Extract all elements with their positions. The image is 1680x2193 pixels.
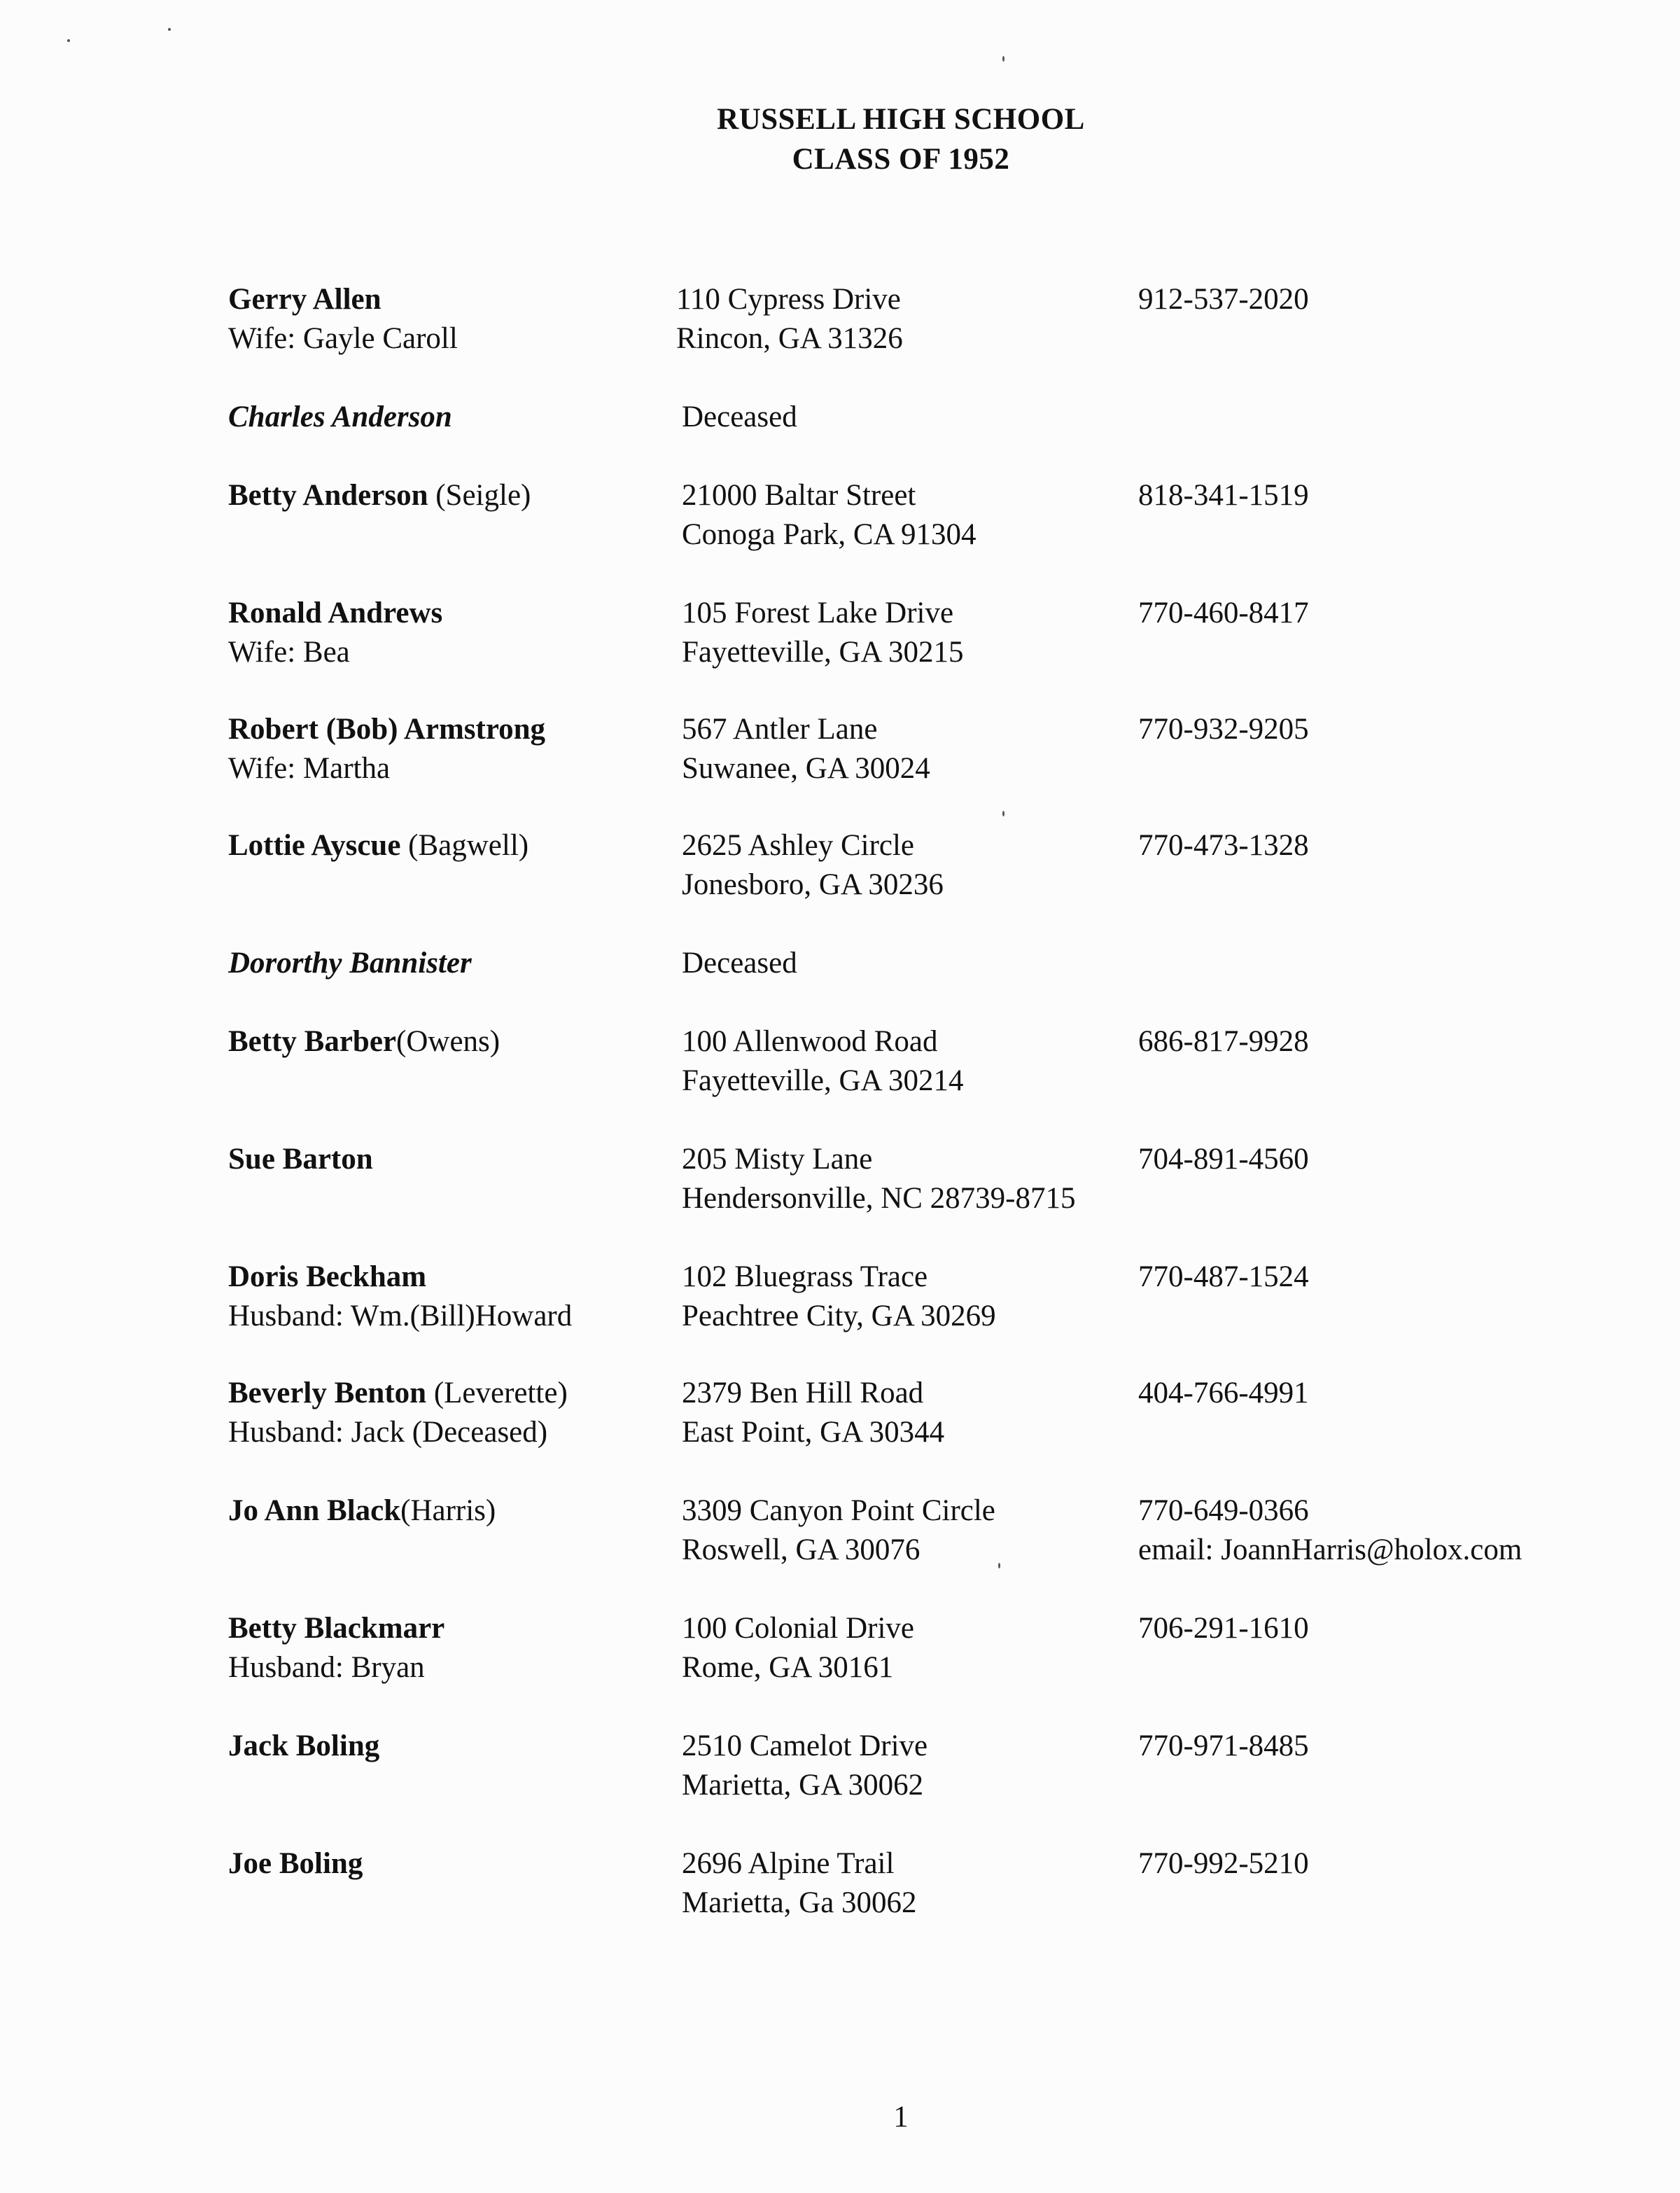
spouse-name: Wife: Gayle Caroll: [228, 322, 458, 355]
classmate-name: Betty Barber: [228, 1025, 397, 1058]
city-state-zip: Marietta, GA 30062: [682, 1769, 924, 1802]
phone-number: 818-341-1519: [1138, 479, 1309, 512]
classmate-name: Joe Boling: [228, 1847, 363, 1880]
address-column: [682, 1727, 927, 1805]
classmate-name: Doris Beckham: [228, 1260, 427, 1293]
address-column: [682, 594, 963, 672]
address-column: [682, 710, 930, 788]
classmate-name: Lottie Ayscue: [228, 829, 401, 862]
address-column: [682, 1022, 963, 1101]
classmate-name: Sue Barton: [228, 1143, 373, 1176]
phone-number: 770-460-8417: [1138, 597, 1309, 629]
phone-number: 706-291-1610: [1138, 1612, 1309, 1645]
scan-speck: [1002, 56, 1004, 62]
directory-entry: [0, 1609, 1680, 1693]
contact-column: [1138, 710, 1309, 749]
contact-column: [1138, 1140, 1309, 1179]
directory-entry: [0, 280, 1680, 364]
phone-number: 770-992-5210: [1138, 1847, 1309, 1880]
scan-speck: [67, 39, 70, 42]
name-line: [228, 1258, 572, 1297]
maiden-name: (Harris): [400, 1494, 496, 1527]
scan-speck: [998, 1563, 1000, 1568]
city-state-zip: Rincon, GA 31326: [676, 322, 903, 355]
street-address: 102 Bluegrass Trace: [682, 1260, 928, 1293]
name-column: [228, 398, 452, 437]
street-address: 105 Forest Lake Drive: [682, 597, 954, 629]
directory-entry: [0, 944, 1680, 1028]
street-address: 21000 Baltar Street: [682, 479, 916, 512]
directory-entry: [0, 710, 1680, 794]
street-address: 2696 Alpine Trail: [682, 1847, 895, 1880]
name-column: [228, 1727, 379, 1766]
city-state-zip: Fayetteville, GA 30214: [682, 1064, 964, 1097]
street-address: 205 Misty Lane: [682, 1143, 873, 1176]
phone-number: 404-766-4991: [1138, 1377, 1309, 1409]
spouse-name: Wife: Martha: [228, 752, 391, 785]
name-column: [228, 1258, 572, 1336]
spouse-name: Husband: Bryan: [228, 1651, 425, 1684]
street-address: 2510 Camelot Drive: [682, 1729, 928, 1762]
title-class: CLASS OF 1952: [792, 143, 1010, 176]
directory-entry: [0, 1140, 1680, 1224]
phone-number: 770-473-1328: [1138, 829, 1309, 862]
spouse-name: Wife: Bea: [228, 636, 350, 669]
scan-speck: [1002, 811, 1004, 816]
address-column: [682, 476, 976, 555]
city-state-zip: Suwanee, GA 30024: [682, 752, 930, 785]
address-column: [682, 826, 944, 905]
name-column: [228, 944, 472, 983]
name-column: [228, 280, 458, 358]
name-line: [228, 1844, 363, 1884]
phone-number: 704-891-4560: [1138, 1143, 1309, 1176]
name-line: [228, 594, 442, 633]
name-column: [228, 1140, 373, 1179]
name-line: [228, 1022, 500, 1061]
classmate-name: Beverly Benton: [228, 1377, 427, 1409]
classmate-name: Gerry Allen: [228, 283, 382, 316]
directory-entry: [0, 1491, 1680, 1575]
address-column: [682, 1491, 995, 1570]
document-title: [0, 99, 1680, 179]
street-address: 567 Antler Lane: [682, 713, 878, 746]
deceased-status: Deceased: [682, 947, 797, 980]
name-column: [228, 1374, 568, 1452]
contact-column: [1138, 1609, 1309, 1648]
city-state-zip: Hendersonville, NC 28739-8715: [682, 1182, 1076, 1215]
name-line: [228, 944, 472, 983]
maiden-name: (Owens): [396, 1025, 500, 1058]
street-address: 110 Cypress Drive: [676, 283, 901, 316]
address-column: [682, 1609, 914, 1687]
classmate-name: Dororthy Bannister: [228, 947, 472, 980]
directory-entry: [0, 1844, 1680, 1928]
contact-column: [1138, 476, 1309, 515]
spouse-name: Husband: Jack (Deceased): [228, 1416, 548, 1449]
name-column: [228, 1491, 496, 1531]
classmate-name: Betty Anderson: [228, 479, 428, 512]
deceased-status: Deceased: [682, 401, 797, 433]
classmate-name: Ronald Andrews: [228, 597, 443, 629]
classmate-name: Jack Boling: [228, 1729, 380, 1762]
contact-column: [1138, 1258, 1309, 1297]
directory-entry: [0, 398, 1680, 482]
street-address: 100 Allenwood Road: [682, 1025, 938, 1058]
name-line: [228, 280, 458, 319]
city-state-zip: Marietta, Ga 30062: [682, 1886, 917, 1919]
maiden-name: (Leverette): [426, 1377, 568, 1409]
title-school: RUSSELL HIGH SCHOOL: [717, 103, 1085, 136]
directory-entry: [0, 1374, 1680, 1458]
spouse-name: Husband: Wm.(Bill)Howard: [228, 1300, 573, 1332]
name-line: [228, 826, 528, 865]
classmate-name: Charles Anderson: [228, 401, 452, 433]
name-column: [228, 1022, 500, 1061]
scan-speck: [168, 28, 171, 31]
phone-number: 770-649-0366: [1138, 1494, 1309, 1527]
name-line: [228, 1491, 496, 1531]
email-address: email: JoannHarris@holox.com: [1138, 1533, 1522, 1566]
city-state-zip: Fayetteville, GA 30215: [682, 636, 964, 669]
name-line: [228, 1609, 444, 1648]
page-number: 1: [893, 2101, 909, 2133]
address-column: [682, 944, 797, 983]
phone-number: 770-971-8485: [1138, 1729, 1309, 1762]
name-column: [228, 476, 531, 515]
name-line: [228, 710, 545, 749]
maiden-name: (Seigle): [428, 479, 531, 512]
contact-column: [1138, 1022, 1309, 1061]
phone-number: 770-932-9205: [1138, 713, 1309, 746]
classmate-name: Jo Ann Black: [228, 1494, 401, 1527]
street-address: 2625 Ashley Circle: [682, 829, 915, 862]
street-address: 3309 Canyon Point Circle: [682, 1494, 995, 1527]
city-state-zip: Conoga Park, CA 91304: [682, 518, 976, 551]
name-column: [228, 1844, 363, 1884]
street-address: 100 Colonial Drive: [682, 1612, 915, 1645]
contact-column: [1138, 1727, 1309, 1766]
address-column: [682, 398, 797, 437]
directory-entry: [0, 1258, 1680, 1342]
name-line: [228, 1140, 373, 1179]
address-column: [682, 1140, 1076, 1218]
phone-number: 686-817-9928: [1138, 1025, 1309, 1058]
name-column: [228, 1609, 444, 1687]
contact-column: [1138, 1491, 1522, 1570]
classmate-name: Betty Blackmarr: [228, 1612, 445, 1645]
classmate-name: Robert (Bob) Armstrong: [228, 713, 546, 746]
contact-column: [1138, 1844, 1309, 1884]
city-state-zip: Rome, GA 30161: [682, 1651, 894, 1684]
directory-entry: [0, 1022, 1680, 1106]
city-state-zip: Roswell, GA 30076: [682, 1533, 920, 1566]
name-column: [228, 594, 442, 672]
address-column: [676, 280, 903, 358]
name-line: [228, 1374, 568, 1413]
phone-number: 912-537-2020: [1138, 283, 1309, 316]
name-line: [228, 1727, 379, 1766]
directory-entry: [0, 476, 1680, 560]
directory-entry: [0, 594, 1680, 678]
name-column: [228, 710, 545, 788]
address-column: [682, 1374, 944, 1452]
directory-entry: [0, 826, 1680, 910]
name-line: [228, 398, 452, 437]
city-state-zip: Peachtree City, GA 30269: [682, 1300, 996, 1332]
city-state-zip: East Point, GA 30344: [682, 1416, 945, 1449]
phone-number: 770-487-1524: [1138, 1260, 1309, 1293]
contact-column: [1138, 826, 1309, 865]
contact-column: [1138, 594, 1309, 633]
address-column: [682, 1844, 917, 1923]
street-address: 2379 Ben Hill Road: [682, 1377, 924, 1409]
contact-column: [1138, 280, 1309, 319]
name-line: [228, 476, 531, 515]
address-column: [682, 1258, 996, 1336]
maiden-name: (Bagwell): [400, 829, 529, 862]
contact-column: [1138, 1374, 1309, 1413]
city-state-zip: Jonesboro, GA 30236: [682, 868, 944, 901]
directory-entry: [0, 1727, 1680, 1811]
name-column: [228, 826, 528, 865]
